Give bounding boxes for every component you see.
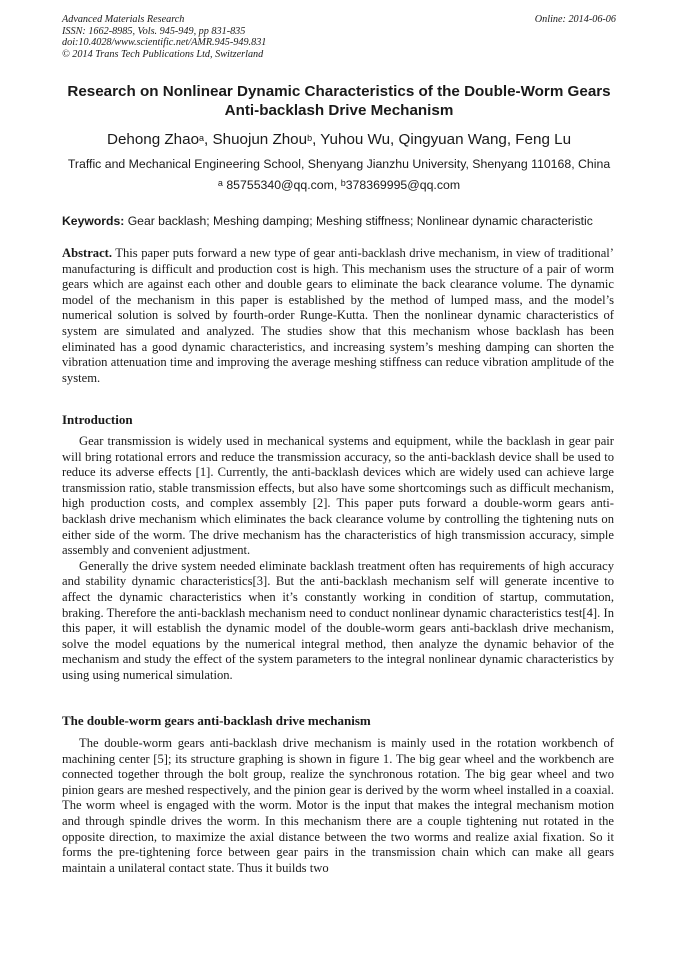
- email-address: 378369995@qq.com: [345, 178, 461, 192]
- journal-name: Advanced Materials Research: [62, 14, 185, 25]
- author-superscript: b: [307, 133, 313, 143]
- section-heading-mechanism: The double-worm gears anti-backlash drive mechanism: [62, 713, 371, 728]
- keywords-text: Gear backlash; Meshing damping; Meshing stiffness; Nonlinear dynamic characteristic: [124, 214, 593, 228]
- author-name: Dehong Zhao: [106, 131, 200, 148]
- section-heading-introduction: Introduction: [62, 412, 133, 427]
- affiliation: Traffic and Mechanical Engineering School, Shenyang Jianzhu University, Shenyang 110168, China: [67, 157, 611, 171]
- author-superscript: a: [199, 133, 205, 143]
- keywords-label: Keywords:: [62, 214, 125, 228]
- copyright-line: © 2014 Trans Tech Publications Ltd, Switzerland: [62, 48, 264, 60]
- email-superscript: b: [340, 178, 346, 188]
- abstract-text: This paper puts forward a new type of gear anti-backlash drive mechanism, in view of traditional’ manufacturing is difficult and production cost is high. This mechanism uses the structure of a pair of worm gears which are against each other and double gears to eliminate the back clearance volume. The dynamic model of the mechanism in this paper is established by the method of lumped mass, and the model’s numerical solution is solved by fourth-order Runge-Kutta. Then the nonlinear dynamic characteristics of system are simulated and analyzed. The studies show that this mechanism whose backlash has been eliminated has a good dynamic characteristics, and increasing system’s meshing damping can shorten the vibration attenuation time and improving the average meshing stiffness can reduce vibration amplitude of the system.: [62, 246, 614, 385]
- keywords: [62, 214, 616, 229]
- journal-header: [62, 14, 616, 60]
- paragraph: The double-worm gears anti-backlash drive mechanism is mainly used in the rotation workbench of machining center [5]; its structure graphing is shown in figure 1. The big gear wheel and the workbench are connected together through the bolt group, realize the synchronous rotation. The big gear wheel and two pinion gears are meshed respectively, and the pinion gear is derived by the worm wheel installed in a coaxial. The worm wheel is engaged with the worm. Motor is the input that makes the integral mechanism motion and through spindle drives the worm. In this mechanism there are a couple tightening nut rotated in the opposite direction, to maximize the axial distance between the two worms and realize axial fixation. So it forms the pre-tightening force between gear pairs in the transmission chain which can make all gears maintain a unilateral contact state. Thus it builds two: [62, 736, 614, 875]
- abstract: [62, 246, 614, 386]
- author-emails: [62, 177, 616, 193]
- online-date: Online: 2014-06-06: [534, 14, 616, 25]
- paper-title: Research on Nonlinear Dynamic Characteristics of the Double-Worm Gears Anti-backlash Drive Mechanism: [67, 83, 611, 119]
- author-list: Dehong Zhao$^a$, Shuojun Zhou$^b$, Yuhou Wu, Qingyuan Wang, Feng Lu: [106, 131, 572, 148]
- email-address: 85755340@qq.com,: [226, 178, 341, 192]
- mechanism-body: [62, 736, 614, 876]
- author-names-rest: , Yuhou Wu, Qingyuan Wang, Feng Lu: [312, 131, 572, 148]
- email-superscript: a: [217, 178, 223, 188]
- abstract-label: Abstract.: [62, 246, 113, 260]
- issn-line: ISSN: 1662-8985, Vols. 945-949, pp 831-835: [62, 25, 246, 37]
- paragraph: Gear transmission is widely used in mechanical systems and equipment, while the backlash in gear pair will bring rotational errors and reduce the transmission accuracy, so the anti-backlash device shall be used to reduce its adverse effects [1]. Currently, the anti-backlash devices which are widely used can achieve large transmission ratio, stable transmission effects, but also have some shortcomings such as difficult mechanism, high production costs, and complex assembly [2]. This paper puts forward a double-worm gears anti-backlash drive mechanism which eliminates the back clearance volume by controlling the tightening nuts on either side of the worm. The drive mechanism has the characteristics of high transmission accuracy, simple assembly and convenient adjustment.: [62, 434, 614, 558]
- author-name: Shuojun Zhou: [212, 131, 308, 148]
- introduction-body: [62, 434, 614, 684]
- paragraph: Generally the drive system needed eliminate backlash treatment often has requirements of high accuracy and stability dynamic characteristics[3]. But the anti-backlash mechanism self will generate incentive to affect the dynamic characteristics when it’s constantly working in condition of startup, commutation, braking. Therefore the anti-backlash mechanism need to conduct nonlinear dynamic characteristics test[4]. In this paper, it will establish the dynamic model of the double-worm gears anti-backlash drive mechanism, solve the model equations by the numerical integral method, then analyze the dynamic behavior of the mechanism and study the effect of the system parameters to the integral nonlinear dynamic characteristics by using using numerical simulation.: [62, 558, 614, 682]
- doi-line: doi:10.4028/www.scientific.net/AMR.945-949.831: [62, 37, 267, 49]
